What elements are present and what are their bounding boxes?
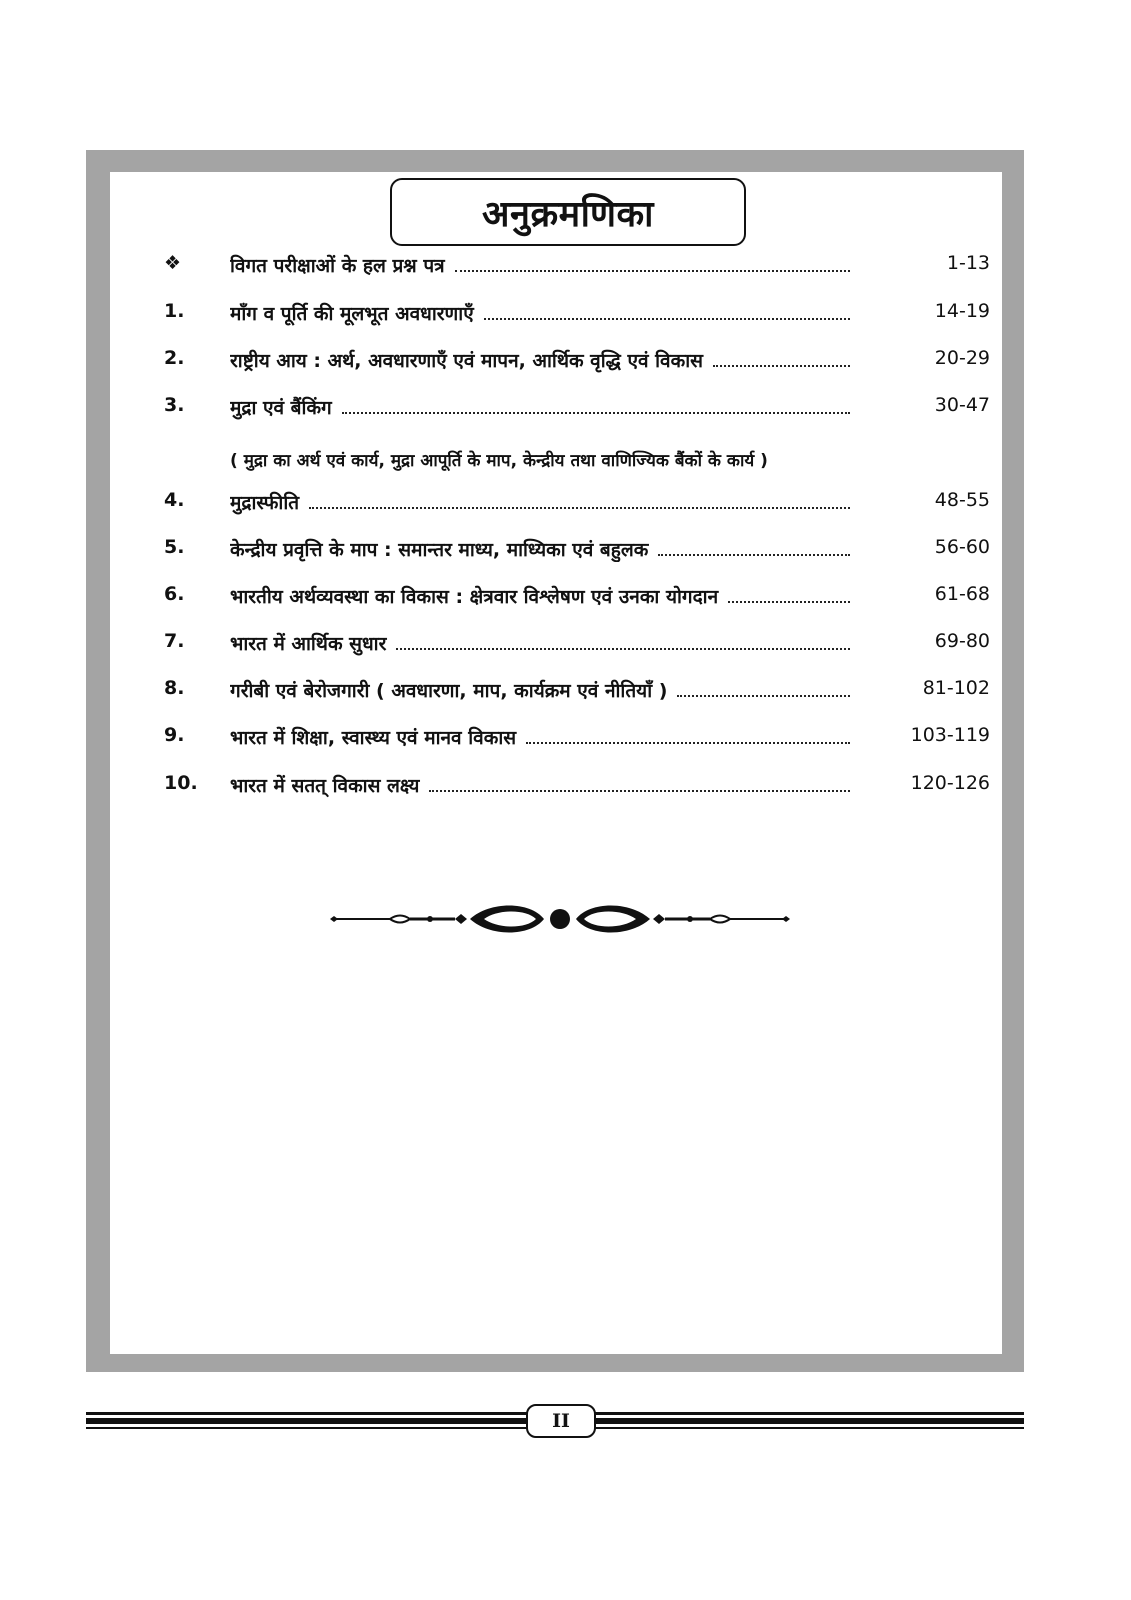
toc-entry-title: गरीबी एवं बेरोजगारी ( अवधारणा, माप, कार्यक्रम एवं नीतियाँ ): [230, 680, 668, 702]
toc-entry-title-wrap: [230, 536, 850, 562]
toc-subnote: ( मुद्रा का अर्थ एवं कार्य, मुद्रा आपूर्ति के माप, केन्द्रीय तथा वाणिज्यिक बैंकों के कार्य ): [230, 451, 768, 471]
toc-entry-number: 2.: [164, 347, 185, 369]
toc-entry-title: केन्द्रीय प्रवृत्ति के माप : समान्तर माध्य, माध्यिका एवं बहुलक: [230, 539, 649, 561]
toc-dot-leader: [484, 316, 850, 320]
toc-entry-title-wrap: [230, 394, 850, 420]
toc-entry[interactable]: [164, 489, 990, 519]
toc-entry-title: राष्ट्रीय आय : अर्थ, अवधारणाएँ एवं मापन, आर्थिक वृद्धि एवं विकास: [230, 350, 703, 372]
toc-entry[interactable]: [164, 252, 990, 282]
toc-entry-number: 4.: [164, 489, 185, 511]
toc-entry-number: 7.: [164, 630, 185, 652]
toc-entry-title-wrap: [230, 772, 850, 798]
toc-entry-title: भारत में आर्थिक सुधार: [230, 633, 387, 655]
toc-entry-pages: 61-68: [934, 583, 990, 605]
toc-entry-pages: 14-19: [934, 300, 990, 322]
toc-dot-leader: [713, 363, 850, 367]
toc-entry-pages: 20-29: [934, 347, 990, 369]
toc-entry-title: मुद्रा एवं बैंकिंग: [230, 397, 332, 419]
toc-entry-pages: 48-55: [934, 489, 990, 511]
toc-entry[interactable]: [164, 677, 990, 707]
toc-dot-leader: [309, 505, 850, 509]
toc-entry-number: 9.: [164, 724, 185, 746]
toc-entry-number: 3.: [164, 394, 185, 416]
toc-entry-number: ❖: [164, 252, 182, 274]
toc-entry-title: भारतीय अर्थव्यवस्था का विकास : क्षेत्रवार विश्लेषण एवं उनका योगदान: [230, 586, 719, 608]
toc-entry-pages: 81-102: [922, 677, 990, 699]
toc-entry-pages: 30-47: [934, 394, 990, 416]
toc-entry[interactable]: [164, 300, 990, 330]
toc-entry[interactable]: [164, 724, 990, 754]
toc-entry-pages: 120-126: [910, 772, 990, 794]
toc-entry-pages: 56-60: [934, 536, 990, 558]
toc-dot-leader: [526, 740, 850, 744]
toc-dot-leader: [455, 268, 850, 272]
toc-entry-number: 1.: [164, 300, 185, 322]
toc-heading: [390, 178, 746, 246]
toc-entry-pages: 69-80: [934, 630, 990, 652]
toc-entry[interactable]: [164, 394, 990, 424]
toc-entry-title-wrap: [230, 347, 850, 373]
toc-entry-title-wrap: [230, 583, 850, 609]
toc-entry[interactable]: [164, 536, 990, 566]
toc-entry-title: विगत परीक्षाओं के हल प्रश्न पत्र: [230, 255, 445, 277]
toc-entry-number: 8.: [164, 677, 185, 699]
toc-entry-title-wrap: [230, 489, 850, 515]
toc-entry-title: भारत में शिक्षा, स्वास्थ्य एवं मानव विकास: [230, 727, 517, 749]
page-footer: [86, 1404, 1024, 1434]
toc-heading-text: अनुक्रमणिका: [482, 193, 654, 235]
toc-dot-leader: [429, 788, 850, 792]
toc-entry-number: 6.: [164, 583, 185, 605]
toc-entry-title-wrap: [230, 252, 850, 278]
toc-entry-number: 10.: [164, 772, 198, 794]
page-number: [526, 1404, 596, 1438]
toc-entry-title: भारत में सतत् विकास लक्ष्य: [230, 775, 420, 797]
toc-entry[interactable]: [164, 630, 990, 660]
decorative-divider-ornament: [330, 896, 790, 942]
toc-dot-leader: [396, 646, 850, 650]
page-number-text: II: [552, 1410, 570, 1432]
toc-entry-number: 5.: [164, 536, 185, 558]
toc-entry[interactable]: [164, 347, 990, 377]
toc-entry-title-wrap: [230, 630, 850, 656]
toc-entry[interactable]: [164, 583, 990, 613]
toc-dot-leader: [342, 410, 850, 414]
toc-dot-leader: [728, 599, 850, 603]
toc-entry-title-wrap: [230, 724, 850, 750]
toc-entry-pages: 1-13: [946, 252, 990, 274]
toc-entry-pages: 103-119: [910, 724, 990, 746]
toc-dot-leader: [658, 552, 850, 556]
toc-entry-title-wrap: [230, 677, 850, 703]
toc-entry-title: माँग व पूर्ति की मूलभूत अवधारणाएँ: [230, 303, 474, 325]
toc-entry-title: मुद्रास्फीति: [230, 492, 300, 514]
toc-entry-title-wrap: [230, 300, 850, 326]
toc-entry[interactable]: [164, 772, 990, 802]
toc-dot-leader: [677, 693, 850, 697]
